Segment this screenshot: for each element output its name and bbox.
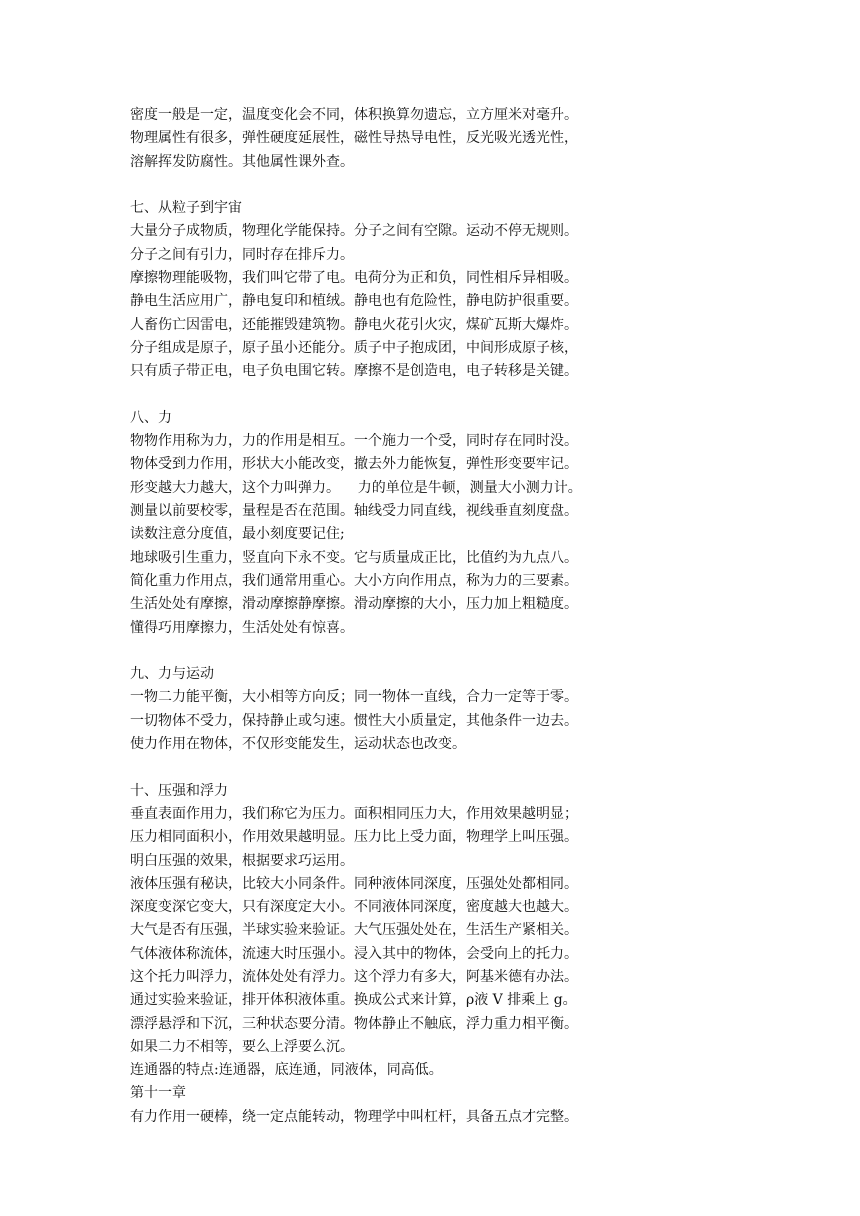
text-line: 一切物体不受力，保持静止或匀速。惯性大小质量定，其他条件一边去。 [130, 712, 578, 729]
section-force [130, 407, 770, 640]
text-line: 明白压强的效果，根据要求巧运用。 [130, 852, 354, 869]
text-line: 测量以前要校零，量程是否在范围。轴线受力同直线，视线垂直刻度盘。 [130, 503, 578, 520]
text-line: 摩擦物理能吸物，我们叫它带了电。电荷分为正和负，同性相斥异相吸。 [130, 270, 578, 287]
section-force-motion [130, 663, 770, 756]
text-line: 读数注意分度值，最小刻度要记住; [130, 526, 345, 543]
text-line: 只有质子带正电，电子负电围它转。摩擦不是创造电，电子转移是关键。 [130, 363, 578, 380]
section-heading: 第十一章 [130, 1085, 186, 1102]
text-line: 这个托力叫浮力，流体处处有浮力。这个浮力有多大，阿基米德有办法。 [130, 968, 578, 985]
text-line: 人畜伤亡因雷电，还能摧毁建筑物。静电火花引火灾，煤矿瓦斯大爆炸。 [130, 316, 578, 333]
text-line: 分子之间有引力，同时存在排斥力。 [130, 246, 354, 263]
text-line: 溶解挥发防腐性。其他属性课外查。 [130, 153, 354, 170]
text-line: 液体压强有秘诀，比较大小同条件。同种液体同深度，压强处处都相同。 [130, 875, 578, 892]
text-line: 密度一般是一定，温度变化会不同，体积换算勿遗忘，立方厘米对毫升。 [130, 107, 578, 123]
text-line: 连通器的特点:连通器，底连通，同液体，同高低。 [130, 1062, 443, 1079]
section-particles-universe [130, 197, 770, 383]
spacer [130, 384, 770, 407]
text-line: 漂浮悬浮和下沉，三种状态要分清。物体静止不触底，浮力重力相平衡。 [130, 1015, 578, 1032]
text-line: 压力相同面积小，作用效果越明显。压力比上受力面，物理学上叫压强。 [130, 829, 578, 846]
text-line: 地球吸引生重力，竖直向下永不变。它与质量成正比，比值约为九点八。 [130, 549, 578, 566]
text-line: 简化重力作用点，我们通常用重心。大小方向作用点，称为力的三要素。 [130, 572, 578, 589]
section-pressure-buoyancy [130, 780, 770, 1083]
text-line: 物理属性有很多，弹性硬度延展性，磁性导热导电性，反光吸光透光性， [130, 130, 578, 147]
spacer [130, 756, 770, 779]
section-chapter-eleven [130, 1082, 770, 1129]
section-heading: 十、压强和浮力 [130, 782, 228, 799]
section-heading: 八、力 [130, 409, 172, 426]
text-line: 静电生活应用广，静电复印和植绒。静电也有危险性，静电防护很重要。 [130, 293, 578, 310]
text-line: 物体受到力作用，形状大小能改变，撤去外力能恢复，弹性形变要牢记。 [130, 456, 578, 473]
text-line: 通过实验来验证，排开体积液体重。换成公式来计算，ρ液 V 排乘上 g。 [130, 992, 577, 1009]
text-line: 生活处处有摩擦，滑动摩擦静摩擦。滑动摩擦的大小，压力加上粗糙度。 [130, 596, 578, 613]
section-heading: 九、力与运动 [130, 666, 214, 683]
spacer [130, 640, 770, 663]
text-line: 使力作用在物体，不仅形变能发生，运动状态也改变。 [130, 736, 466, 753]
document-body [130, 104, 770, 1129]
text-line: 懂得巧用摩擦力，生活处处有惊喜。 [130, 619, 354, 636]
intro-paragraph [130, 104, 770, 174]
text-line: 一物二力能平衡，大小相等方向反；同一物体一直线，合力一定等于零。 [130, 689, 578, 706]
text-line: 分子组成是原子，原子虽小还能分。质子中子抱成团，中间形成原子核， [130, 339, 578, 356]
text-line: 垂直表面作用力，我们称它为压力。面积相同压力大，作用效果越明显； [130, 805, 578, 822]
section-heading: 七、从粒子到宇宙 [130, 200, 242, 217]
text-line: 深度变深它变大，只有深度定大小。不同液体同深度，密度越大也越大。 [130, 899, 578, 916]
text-line: 有力作用一硬棒，绕一定点能转动，物理学中叫杠杆，具备五点才完整。 [130, 1108, 578, 1125]
text-line: 物物作用称为力，力的作用是相互。一个施力一个受，同时存在同时没。 [130, 433, 578, 450]
text-line: 大气是否有压强，半球实验来验证。大气压强处处在，生活生产紧相关。 [130, 922, 578, 939]
spacer [130, 174, 770, 197]
text-line: 如果二力不相等，要么上浮要么沉。 [130, 1038, 354, 1055]
text-line: 大量分子成物质，物理化学能保持。分子之间有空隙。运动不停无规则。 [130, 223, 578, 240]
text-line: 气体液体称流体，流速大时压强小。浸入其中的物体，会受向上的托力。 [130, 945, 578, 962]
text-line: 形变越大力越大，这个力叫弹力。 力的单位是牛顿，测量大小测力计。 [130, 479, 582, 496]
